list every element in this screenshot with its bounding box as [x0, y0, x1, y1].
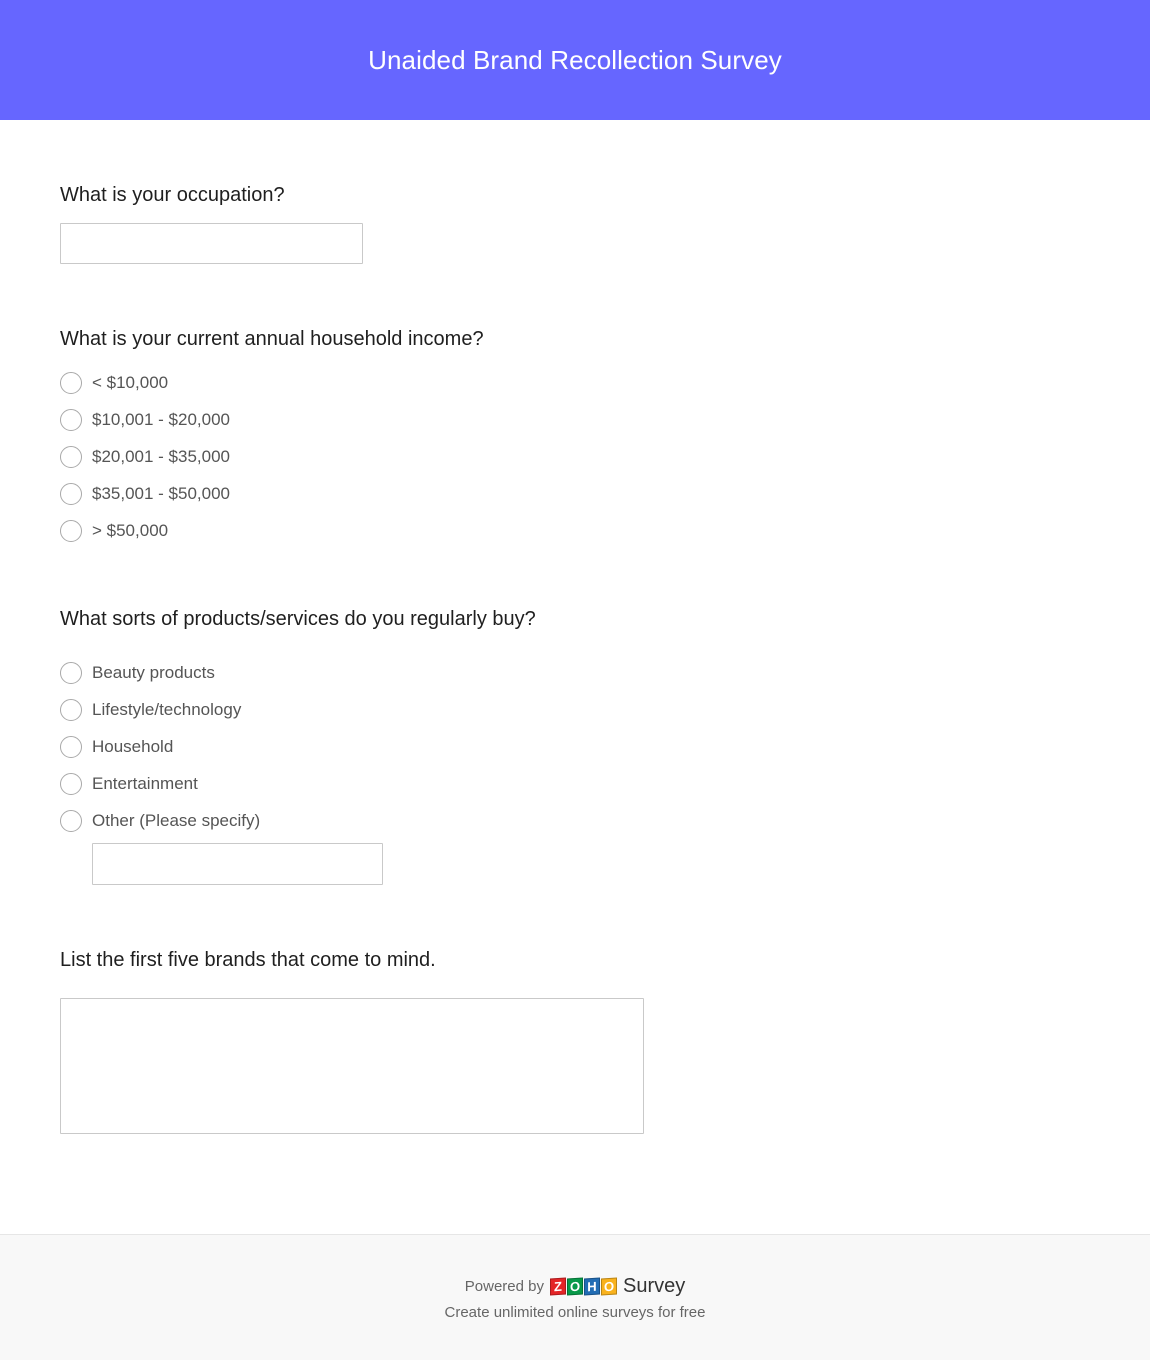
- zoho-letter: H: [584, 1277, 600, 1295]
- income-option-label: $20,001 - $35,000: [92, 447, 231, 466]
- zoho-logo[interactable]: [550, 1278, 618, 1295]
- zoho-letter: O: [567, 1277, 583, 1295]
- radio-button[interactable]: [60, 409, 82, 431]
- footer: [0, 1234, 1150, 1360]
- other-specify-input[interactable]: [92, 843, 383, 885]
- radio-button[interactable]: [60, 483, 82, 505]
- income-option-4[interactable]: [60, 482, 230, 506]
- product-option-lifestyle[interactable]: [60, 698, 241, 722]
- product-option-label: Household: [92, 737, 174, 756]
- question-income: What is your current annual household income?: [60, 328, 484, 350]
- brands-textarea[interactable]: [60, 998, 644, 1134]
- income-option-label: < $10,000: [92, 373, 169, 392]
- income-option-2[interactable]: [60, 408, 230, 432]
- income-option-label: $10,001 - $20,000: [92, 410, 231, 429]
- powered-by-row: [0, 1275, 1150, 1298]
- powered-by-text: Powered by: [464, 1278, 544, 1295]
- radio-button[interactable]: [60, 446, 82, 468]
- radio-button[interactable]: [60, 520, 82, 542]
- radio-button[interactable]: [60, 699, 82, 721]
- product-option-label: Entertainment: [92, 774, 198, 793]
- product-option-label: Beauty products: [92, 663, 215, 682]
- income-option-label: > $50,000: [92, 521, 169, 540]
- income-option-1[interactable]: [60, 371, 168, 395]
- product-option-label: Other (Please specify): [92, 811, 261, 830]
- zoho-letter: Z: [550, 1277, 566, 1295]
- zoho-letter: O: [601, 1277, 617, 1295]
- income-option-5[interactable]: [60, 519, 168, 543]
- radio-button[interactable]: [60, 736, 82, 758]
- income-option-label: $35,001 - $50,000: [92, 484, 231, 503]
- zoho-survey-product[interactable]: Survey: [622, 1275, 686, 1297]
- question-occupation: What is your occupation?: [60, 184, 285, 206]
- product-option-other[interactable]: [60, 809, 260, 833]
- radio-button[interactable]: [60, 662, 82, 684]
- survey-title: Unaided Brand Recollection Survey: [368, 44, 782, 75]
- radio-button[interactable]: [60, 773, 82, 795]
- footer-tagline[interactable]: Create unlimited online surveys for free: [444, 1304, 706, 1321]
- product-option-household[interactable]: [60, 735, 173, 759]
- survey-header: [0, 0, 1150, 120]
- radio-button[interactable]: [60, 372, 82, 394]
- radio-button[interactable]: [60, 810, 82, 832]
- question-products: What sorts of products/services do you regularly buy?: [60, 608, 536, 630]
- income-option-3[interactable]: [60, 445, 230, 469]
- product-option-beauty[interactable]: [60, 661, 215, 685]
- product-option-label: Lifestyle/technology: [92, 700, 242, 719]
- product-option-entertainment[interactable]: [60, 772, 198, 796]
- question-brands: List the first five brands that come to mind.: [60, 949, 436, 971]
- occupation-input[interactable]: [60, 223, 363, 264]
